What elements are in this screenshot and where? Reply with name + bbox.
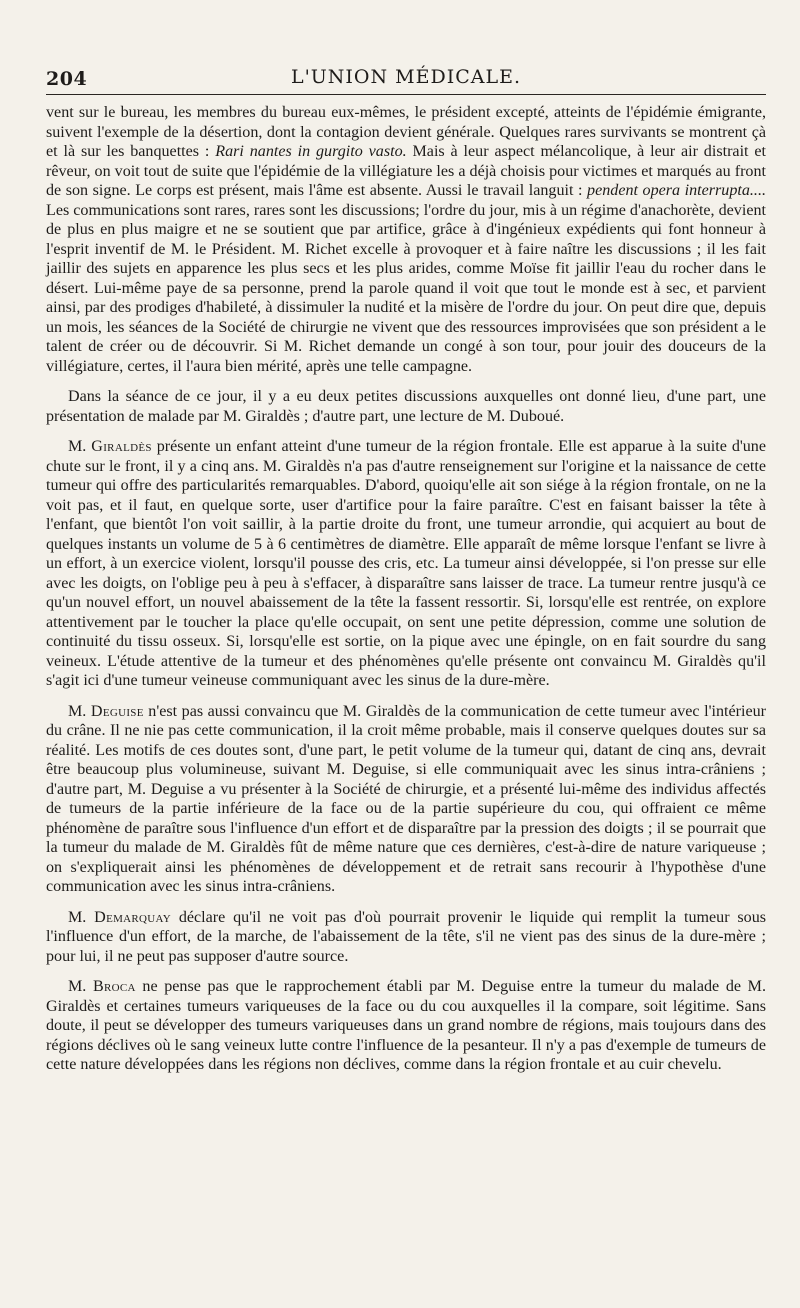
- text-run: présente un enfant atteint d'une tumeur de la région frontale. Elle est apparue à la suite d'une chute sur le front, il y a cinq ans. M. Giraldès n'a pas d'autre renseignement sur l'origine et la naissance de cette tumeur qui offre des particularités remarquables. D'abord, quoiqu'elle ait son siége à la région frontale, on ne la voit pas, et il faut, en quelque sorte, user d'artifice pour la faire paraître. C'est en faisant baisser la tête à l'enfant, que bientôt l'on voit saillir, à la partie droite du front, une tumeur arrondie, qui acquiert au bout de quelques instants un volume de 5 à 6 centimètres de diamètre. Elle apparaît de même lorsque l'enfant se livre à un effort, à un exercice violent, lorsqu'il pousse des cris, etc. La tumeur ainsi développée, si l'on presse sur elle avec les doigts, on l'oblige peu à peu à s'effacer, à disparaître sans laisser de trace. La tumeur rentre jusqu'à ce qu'un nouvel effort, un nouvel abaissement de la tête la fassent ressortir. Si, lorsqu'elle est rentrée, on explore attentivement par le toucher la place qu'elle occupait, on sent une petite dépression, comme une solution de continuité du tissu osseux. Si, lorsqu'elle est sortie, on la pique avec une épingle, on en fait sourdre du sang veineux. L'étude attentive de la tumeur et des phénomènes qu'elle présente ont convaincu M. Giraldès qu'il s'agit ici d'une tumeur veineuse communiquant avec les sinus de la dure-mère.: [46, 438, 766, 689]
- text-run: vent sur le bureau, les membres du bureau eux-mêmes, le président excepté, atteints de l'épidémie émigrante, suivent l'exemple de la désertion, dont la contagion devient générale. Quelques rares survivants se montrent çà et là sur les banquettes :: [46, 104, 766, 160]
- speaker-name: Broca: [92, 978, 136, 995]
- speaker-name: Giraldès: [91, 438, 152, 455]
- text-run: Dans la séance de ce jour, il y a eu deux petites discussions auxquelles ont donné lieu, d'une part, une présentation de malade par M. Giraldès ; d'autre part, une lecture de M. Duboué.: [46, 388, 766, 425]
- text-run: M.: [68, 438, 92, 455]
- paragraph-p4: [46, 702, 766, 897]
- page-number: 204: [46, 68, 88, 90]
- paragraph-p2: [46, 387, 766, 426]
- page-header: [46, 56, 766, 95]
- speaker-name: Deguise: [90, 702, 144, 720]
- speaker-name: Demarquay: [94, 908, 172, 926]
- text-run: M.: [68, 978, 93, 995]
- paragraph-p3: [46, 437, 766, 691]
- text-run: déclare qu'il ne voit pas d'où pourrait provenir le liquide qui remplit la tumeur sous l'influence d'un effort, de la marche, de l'abaissement de la tête, s'il ne vient pas des sinus de la dure-mère ; pour lui, il ne peut pas supposer d'autre source.: [46, 908, 766, 965]
- text-run: Les communications sont rares, rares sont les discussions; l'ordre du jour, mis à un régime d'anachorète, devient de plus en plus maigre et ne se soutient que par artifice, grâce à d'ingénieux expédients qui font honneur à l'esprit inventif de M. le Président. M. Richet excelle à provoquer et à faire naître les discussions ; il les fait jaillir des sujets en apparence les plus secs et les plus arides, comme Moïse fit jaillir l'eau du rocher dans le désert. Lui-même paye de sa personne, prend la parole quand il voit que tout le monde est à sec, et parvient ainsi, par des prodiges d'habileté, à dissimuler la nudité et la misère de l'ordre du jour. On peut dire que, depuis un mois, les séances de la Société de chirurgie ne vivent que des ressources improvisées que son président a le talent de créer ou de découvrir. Si M. Richet demande un congé à son tour, pour jouir des douceurs de la villégiature, certes, il l'aura bien mérité, après une telle campagne.: [46, 201, 766, 375]
- paragraph-p1: [46, 103, 766, 376]
- text-run: ne pense pas que le rapprochement établi par M. Deguise entre la tumeur du malade de M. Giraldès et certaines tumeurs variqueuses de la face ou du cou auxquelles il la compare, soit légitime. Sans doute, il peut se développer des tumeurs variqueuses dans un grand nombre de régions, mais toujours dans des régions déclives où le sang veineux lutte contre l'influence de la pesanteur. Il n'y a pas d'exemple de tumeurs de cette nature développées dans les régions non déclives, comme dans la région frontale et au cuir chevelu.: [46, 978, 766, 1073]
- latin-quote: Rari nantes in gurgito vasto.: [215, 143, 407, 160]
- paragraph-p5: [46, 908, 766, 967]
- running-head: L'UNION MÉDICALE.: [290, 66, 522, 88]
- text-run: Mais à leur aspect mélancolique, à leur air distrait et rêveur, on voit tout de suite que l'épidémie de la villégiature les a déjà choisis pour victimes et marqués au front de son signe. Le corps est présent, mais l'âme est absente. Aussi le travail languit :: [46, 143, 766, 199]
- latin-quote: pendent opera interrupta....: [587, 182, 766, 199]
- text-run: M.: [68, 702, 91, 720]
- text-run: M.: [68, 908, 95, 926]
- article-body: [46, 103, 766, 1075]
- paragraph-p6: [46, 977, 766, 1075]
- text-run: n'est pas aussi convaincu que M. Giraldès de la communication de cette tumeur avec l'intérieur du crâne. Il ne nie pas cette communication, il la croit même probable, mais il conserve quelques doutes sur sa réalité. Les motifs de ces doutes sont, d'une part, le petit volume de la tumeur qui, datant de cinq ans, devrait être beaucoup plus volumineuse, suivant M. Deguise, si elle communiquait avec les sinus intra-crâniens ; d'autre part, M. Deguise a vu présenter à la Société de chirurgie, et a présenté lui-même des individus affectés de tumeurs de la partie inférieure de la face ou de la partie supérieure du cou, qui offraient ce même phénomène de paraître sous l'influence d'un effort et de disparaître par la pression des doigts ; il se pourrait que la tumeur du malade de M. Giraldès fût de même nature que ces dernières, c'est-à-dire de nature variqueuse ; on s'expliquerait ainsi les phénomènes de développement et de retrait sans recourir à l'hypothèse d'une communication avec les sinus intra-crâniens.: [46, 702, 766, 895]
